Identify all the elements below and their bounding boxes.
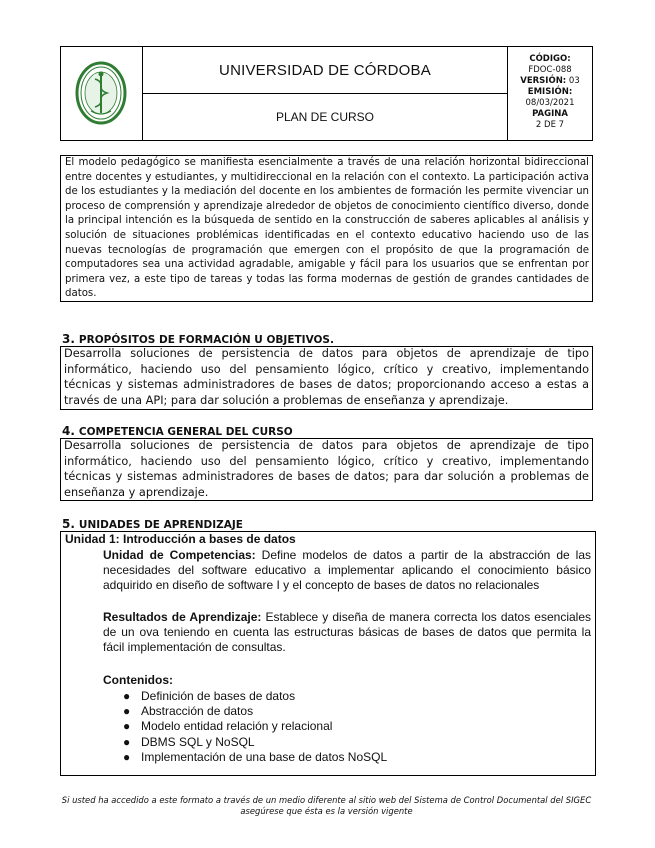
section-4-title: COMPETENCIA GENERAL DEL CURSO bbox=[78, 426, 293, 438]
section-3-title: PROPÓSITOS DE FORMACIÓN U OBJETIVOS. bbox=[78, 334, 334, 346]
purposes-text: Desarrolla soluciones de persistencia de datos para objetos de aprendizaje de tipo informático, haciendo uso del pensamiento lógico, crítico y creativo, implementando técnicas y sistemas administradores de bases de datos; proporcionando acceso a estas a través de una API; para dar solución a problemas de enseñanza y aprendizaje. bbox=[64, 347, 589, 407]
bullet-icon: ● bbox=[123, 734, 131, 749]
logo-cell bbox=[61, 47, 143, 140]
version-label: VERSIÓN: bbox=[520, 76, 567, 86]
list-item: ● Implementación de una base de datos NoSQL bbox=[123, 749, 388, 764]
document-metadata bbox=[508, 47, 592, 140]
version-value: 03 bbox=[568, 76, 580, 86]
bullet-icon: ● bbox=[123, 704, 131, 719]
results-label: Resultados de Aprendizaje: bbox=[103, 610, 262, 624]
bullet-icon: ● bbox=[123, 749, 131, 764]
document-footer: Si usted ha accedido a este formato a través de un medio diferente al sitio web del Sistema de Control Documental del SIGEC asegúrese que ésta es la versión vigente bbox=[61, 795, 592, 816]
bullet-icon: ● bbox=[123, 719, 131, 734]
unit-results bbox=[103, 610, 591, 655]
unit-1 bbox=[65, 532, 591, 765]
university-seal-icon bbox=[61, 47, 141, 139]
unit-title: Unidad 1: Introducción a bases de datos bbox=[65, 532, 296, 546]
emission-label: EMISIÓN: bbox=[527, 87, 573, 97]
code-label: CÓDIGO: bbox=[529, 54, 571, 64]
document-header bbox=[60, 46, 593, 141]
competence-text: Desarrolla soluciones de persistencia de datos para objetos de aprendizaje de tipo informático, haciendo uso del pensamiento lógico, crítico y creativo, implementando técnicas y sistemas administradores de bases de datos; para dar solución a problemas de enseñanza y aprendizaje. bbox=[64, 439, 589, 499]
list-item: ● Modelo entidad relación y relacional bbox=[123, 719, 333, 734]
page-label: PAGINA bbox=[532, 109, 568, 119]
section-4-heading bbox=[62, 424, 293, 438]
emission-value: 08/03/2021 bbox=[525, 98, 575, 108]
intro-paragraph: El modelo pedagógico se manifiesta esencialmente a través de una relación horizontal bidireccional entre docentes y estudiantes, y multidireccional en la relación con el contexto. La participación activa de los estudiantes y la mediación del docente en los ambientes de formación les permite vivenciar un proceso de comprensión y aprendizaje alrededor de objetos de conocimiento científico diverso, donde la principal intención es la búsqueda de sentido en la construcción de saberes aplicables al análisis y solución de situaciones problémicas identificadas en el contexto educativo haciendo uso de las nuevas tecnologías de programación que emergen con el propósito de que la programación de computadores sea una actividad agradable, amigable y fácil para los usuarios que se enfrentan por primera vez, a este tipo de tareas y todas las forma modernas de gestión de grandes cantidades de datos. bbox=[65, 157, 589, 300]
section-3-heading bbox=[62, 332, 334, 346]
unit-competencies bbox=[103, 548, 591, 593]
section-4-number: 4. bbox=[62, 424, 75, 438]
page-value: 2 DE 7 bbox=[535, 120, 565, 130]
code-value: FDOC-088 bbox=[528, 65, 572, 75]
university-title: UNIVERSIDAD DE CÓRDOBA bbox=[143, 47, 508, 94]
competencies-label: Unidad de Competencias: bbox=[103, 548, 256, 562]
contents-list bbox=[103, 689, 591, 765]
section-3-number: 3. bbox=[62, 332, 75, 346]
list-item: ● DBMS SQL y NoSQL bbox=[123, 734, 255, 749]
bullet-icon: ● bbox=[123, 689, 131, 703]
results-text: Establece y diseña de manera correcta los datos esenciales de un ova teniendo en cuenta las estructuras básicas de bases de datos que permita la fácil implementación de consultas. bbox=[103, 610, 592, 654]
competencies-text: Define modelos de datos a partir de la abstracción de las necesidades del software educativo a implementar aplicando el conocimiento básico adquirido en diseño de software I y el concepto de bases de datos no relacionales bbox=[103, 548, 592, 592]
section-5-number: 5. bbox=[62, 517, 75, 531]
section-5-heading bbox=[62, 517, 243, 531]
section-5-title: UNIDADES DE APRENDIZAJE bbox=[78, 519, 243, 531]
list-item: ● Abstracción de datos bbox=[123, 704, 254, 719]
document-type: PLAN DE CURSO bbox=[143, 94, 508, 140]
contents-label: Contenidos: bbox=[103, 673, 173, 687]
list-item: ● Definición de bases de datos bbox=[123, 689, 296, 703]
